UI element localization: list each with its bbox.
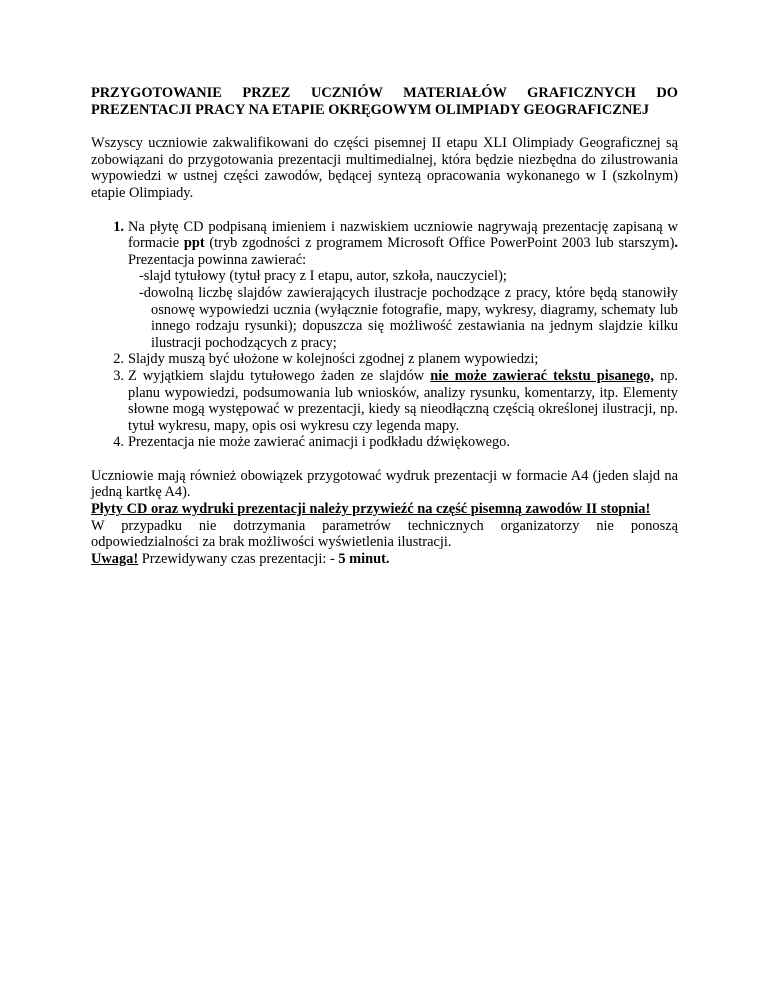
item-3-text-b: np. planu wypowiedzi, podsumowania lub wniosków, analizy rysunku, komentarzy, itp. Elementy słowne mogą występować w prezentacji, kiedy są nieodłączną częścią określonej ilustracji, np. tytuł wykresu, mapy, opis osi wykresu czy legenda mapy. (128, 367, 678, 434)
printout-paragraph: Uczniowie mają również obowiązek przygotować wydruk prezentacji w formacie A4 (jeden slajd na jedną kartkę A4). (91, 467, 678, 501)
closing-section (91, 468, 678, 568)
document-title (91, 85, 678, 118)
item-3-emphasis: nie może zawierać tekstu pisanego, (430, 367, 654, 384)
item-1-sub-2: -dowolną liczbę slajdów zawierających ilustracje pochodzące z pracy, które będą stanowiły osnowę wypowiedzi ucznia (wyłącznie fotografie, mapy, wykresy, diagramy, schematy lub innego rodzaju rysunki); dopuszcza się możliwość zestawiania na jednym slajdzie kilku ilustracji pochodzących z pracy; (139, 284, 678, 351)
item-1-dot: . (674, 235, 678, 252)
item-1-format-ppt: ppt (183, 235, 205, 252)
title-line-1: PRZYGOTOWANIE PRZEZ UCZNIÓW MATERIAŁÓW GRAFICZNYCH DO (91, 85, 678, 101)
item-1-text-b: (tryb zgodności z programem Microsoft Office PowerPoint 2003 lub starszym) (204, 235, 675, 252)
requirements-list (91, 219, 678, 451)
item-1-text-c: Prezentacja powinna zawierać: (128, 251, 307, 268)
list-item-number: 4. (113, 434, 124, 451)
item-1-text-a: Na płytę CD podpisaną imieniem i nazwiskiem uczniowie nagrywają prezentację zapisaną w formacie (128, 218, 678, 252)
item-2-text: Slajdy muszą być ułożone w kolejności zgodnej z planem wypowiedzi; (128, 351, 539, 368)
list-item (113, 367, 678, 434)
note-line (91, 551, 390, 567)
item-1-sub-1: -slajd tytułowy (tytuł pracy z I etapu, autor, szkoła, nauczyciel); (139, 268, 507, 285)
list-item (113, 351, 678, 368)
item-4-text: Prezentacja nie może zawierać animacji i podkładu dźwiękowego. (128, 434, 510, 451)
list-item (113, 218, 678, 352)
list-item-number: 1. (113, 218, 124, 235)
intro-paragraph: Wszyscy uczniowie zakwalifikowani do części pisemnej II etapu XLI Olimpiady Geograficznej są zobowiązani do przygotowania prezentacji multimedialnej, która będzie niezbędna do zilustrowania wypowiedzi w ustnej części zawodów, będącej syntezą opracowania wykonanego w I (szkolnym) etapie Olimpiady. (91, 135, 678, 201)
document-page (91, 85, 678, 567)
list-item (113, 434, 678, 451)
note-label: Uwaga! (91, 550, 139, 567)
title-line-2: PREZENTACJI PRACY NA ETAPIE OKRĘGOWYM OLIMPIADY GEOGRAFICZNEJ (91, 101, 650, 118)
list-item-number: 2. (113, 351, 124, 368)
item-3-text-a: Z wyjątkiem slajdu tytułowego żaden ze slajdów (128, 367, 431, 384)
note-duration: 5 minut. (338, 550, 390, 567)
liability-paragraph: W przypadku nie dotrzymania parametrów technicznych organizatorzy nie ponoszą odpowiedzialności za brak możliwości wyświetlenia ilustracji. (91, 517, 678, 551)
list-item-number: 3. (113, 367, 124, 384)
delivery-notice: Płyty CD oraz wydruki prezentacji należy przywieźć na część pisemną zawodów II stopnia! (91, 501, 651, 518)
note-text: Przewidywany czas prezentacji: - (138, 550, 339, 567)
